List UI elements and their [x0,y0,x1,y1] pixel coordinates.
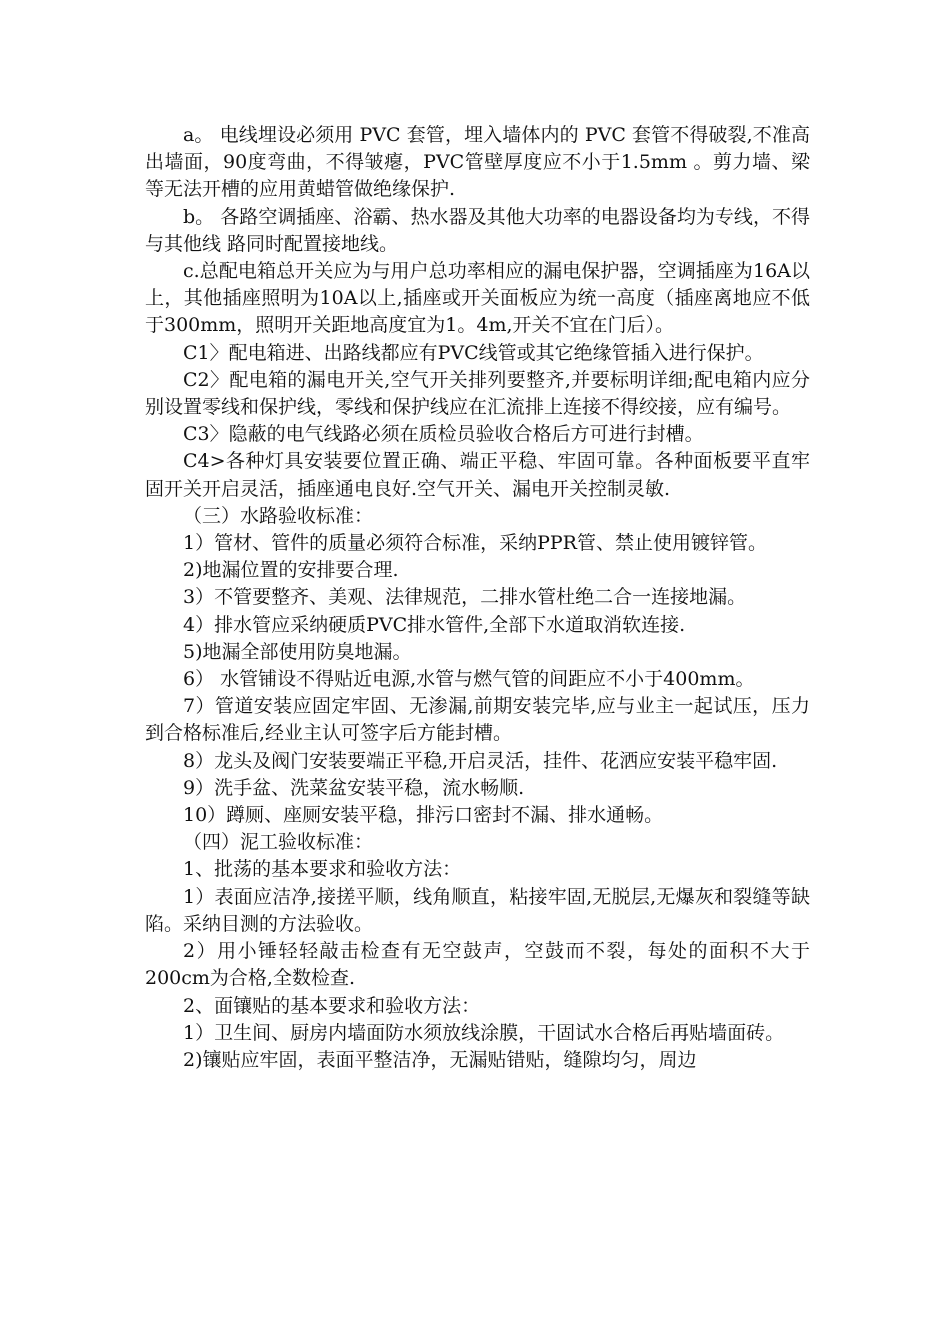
section-heading-plumbing: （三）水路验收标准： [183,504,374,527]
paragraph-c1: C1〉配电箱进、出路线都应有PVC线管或其它绝缘管插入进行保护。 [183,341,764,364]
plumbing-item-5: 5)地漏全部使用防臭地漏。 [183,640,412,663]
subheading-tiling: 2、面镶贴的基本要求和验收方法： [183,994,481,1017]
paragraph-c3: C3〉隐蔽的电气线路必须在质检员验收合格后方可进行封槽。 [183,423,704,446]
plumbing-item-10: 10）蹲厕、座厕安装平稳，排污口密封不漏、排水通畅。 [183,804,664,827]
paragraph-main-breaker: c.总配电箱总开关应为与用户总功率相应的漏电保护器，空调插座为16A以上，其他插座照明为10A以上,插座或开关面板应为统一高度（插座离地应不低于300mm，照明开关距地高度宜为1。4m,开关不宜在门后）。 [145,260,810,337]
plumbing-item-3: 3）不管要整齐、美观、法律规范，二排水管杜绝二合一连接地漏。 [183,586,747,609]
paragraph-c2: C2〉配电箱的漏电开关,空气开关排列要整齐,并要标明详细;配电箱内应分别设置零线和保护线，零线和保护线应在汇流排上连接不得绞接，应有编号。 [145,368,810,419]
plastering-item-1: 1）表面应洁净,接搓平顺，线角顺直，粘接牢固,无脱层,无爆灰和裂缝等缺陷。采纳目测的方法验收。 [145,885,810,935]
tiling-item-2: 2)镶贴应牢固，表面平整洁净，无漏贴错贴，缝隙均匀，周边 [183,1048,697,1071]
plastering-item-2: 2）用小锤轻轻敲击检查有无空鼓声，空鼓而不裂，每处的面积不大于200cm为合格,全数检查. [145,940,810,990]
plumbing-item-8: 8）龙头及阀门安装要端正平稳,开启灵活，挂件、花洒应安装平稳牢固. [183,749,778,772]
plumbing-item-9: 9）洗手盆、洗菜盆安装平稳，流水畅顺. [183,776,525,799]
plumbing-item-6: 6） 水管铺设不得贴近电源,水管与燃气管的间距应不小于400mm。 [183,668,755,691]
subheading-plastering: 1、批荡的基本要求和验收方法： [183,858,462,881]
plumbing-item-7: 7）管道安装应固定牢固、无渗漏,前期安装完毕,应与业主一起试压，压力到合格标准后,经业主认可签字后方能封槽。 [145,695,810,745]
document-body [145,122,810,1074]
paragraph-dedicated-circuits: b。 各路空调插座、浴霸、热水器及其他大功率的电器设备均为专线，不得与其他线 路同时配置接地线。 [145,205,810,255]
plumbing-item-2: 2)地漏位置的安排要合理. [183,559,399,582]
paragraph-c4: C4>各种灯具安装要位置正确、端正平稳、牢固可靠。各种面板要平直牢固开关开启灵活，插座通电良好.空气开关、漏电开关控制灵敏. [145,450,810,500]
section-heading-masonry: （四）泥工验收标准： [183,831,374,854]
paragraph-electrical-conduit: a。 电线埋设必须用 PVC 套管，埋入墙体内的 PVC 套管不得破裂,不准高出墙面，90度弯曲，不得皱瘪，PVC管壁厚度应不小于1.5mm 。剪力墙、梁等无法开槽的应用黄蜡管做绝缘保护. [145,124,810,201]
plumbing-item-1: 1）管材、管件的质量必须符合标准，采纳PPR管、禁止使用镀锌管。 [183,532,767,555]
plumbing-item-4: 4）排水管应采纳硬质PVC排水管件,全部下水道取消软连接. [183,613,686,636]
tiling-item-1: 1）卫生间、厨房内墙面防水须放线涂膜，干固试水合格后再贴墙面砖。 [183,1021,785,1044]
